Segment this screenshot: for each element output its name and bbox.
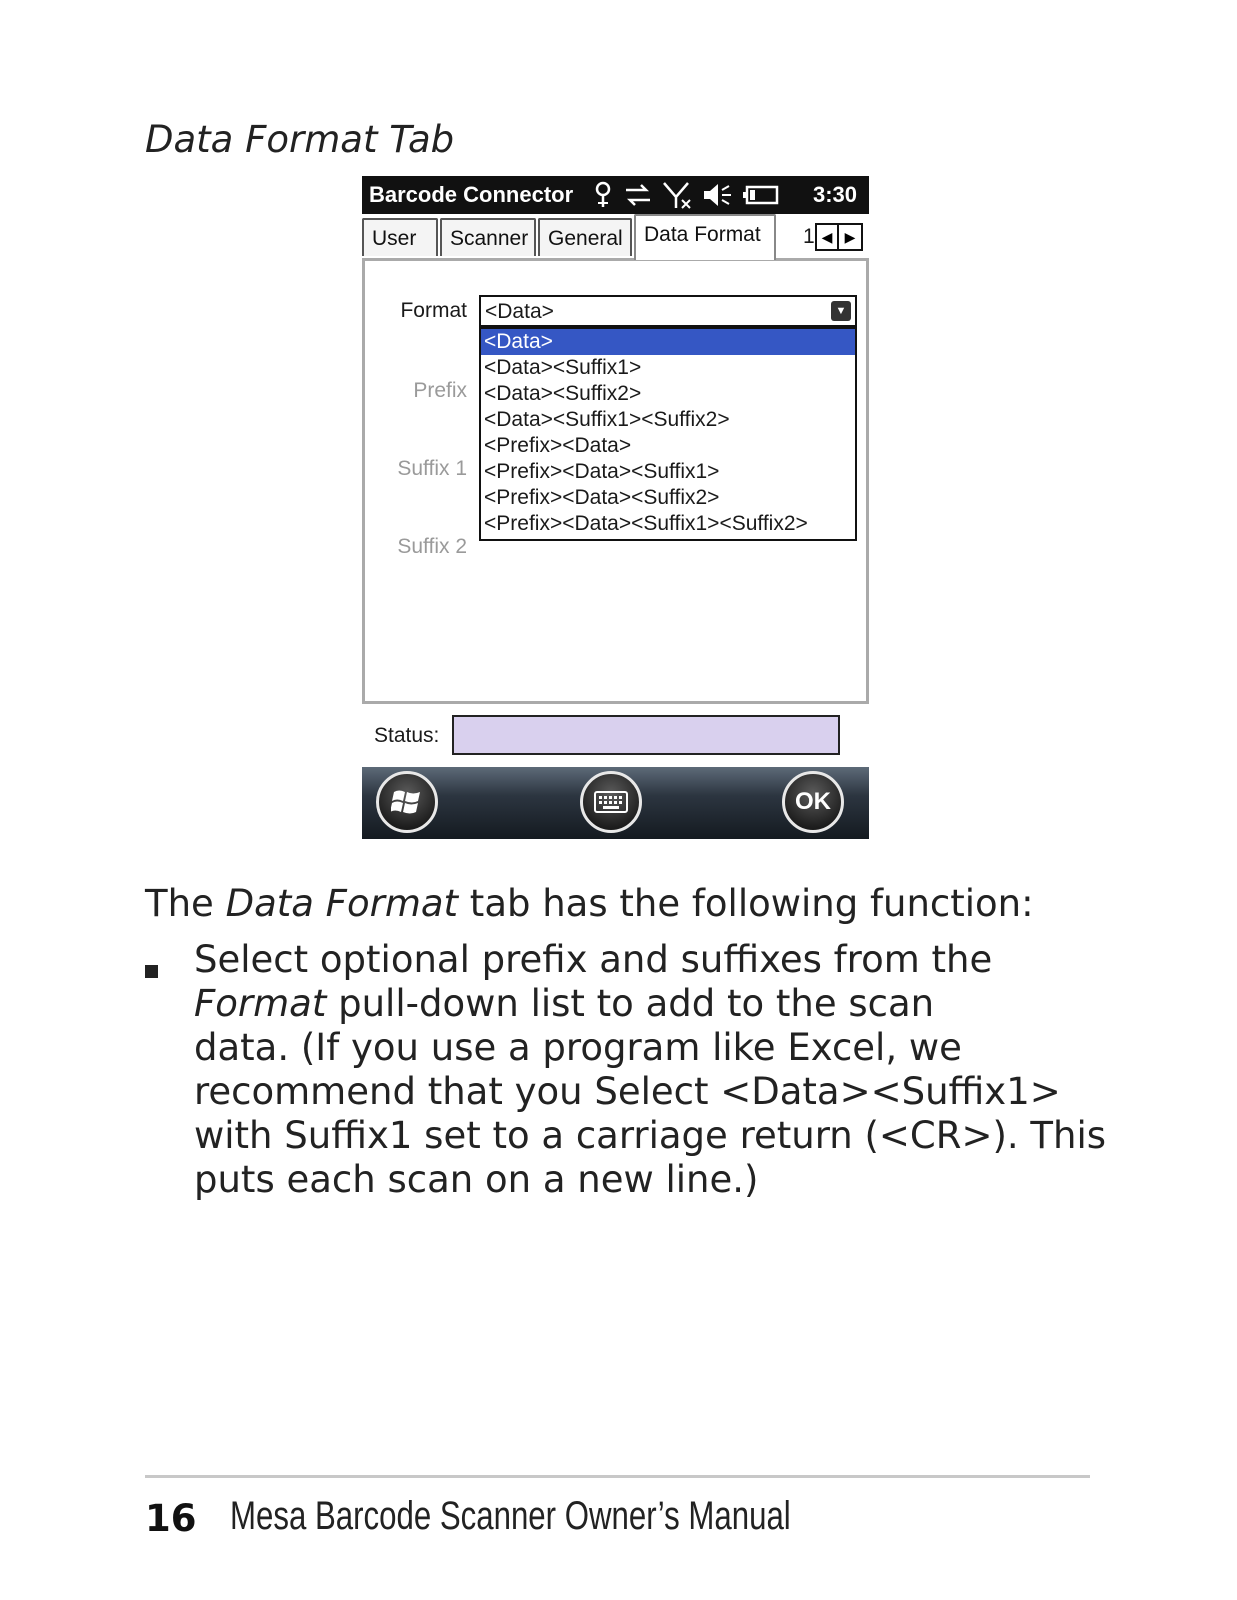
keyboard-icon	[594, 791, 628, 813]
tab-strip	[362, 214, 869, 260]
antenna-icon	[592, 181, 614, 209]
prefix-label: Prefix	[413, 379, 467, 402]
status-label: Status:	[374, 724, 440, 747]
format-option[interactable]: <Prefix><Data><Suffix2>	[484, 486, 720, 509]
format-option[interactable]: <Data><Suffix1><Suffix2>	[484, 408, 730, 431]
footer-rule	[145, 1475, 1090, 1478]
clock: 3:30	[812, 182, 857, 207]
tab-data-format[interactable]: Data Format	[634, 214, 776, 260]
format-select-value: <Data>	[485, 300, 554, 323]
format-option[interactable]: <Prefix><Data><Suffix1><Suffix2>	[484, 512, 808, 535]
chevron-down-icon[interactable]: ▼	[831, 301, 851, 321]
intro-sentence: The Data Format tab has the following function:	[145, 882, 1034, 925]
data-format-panel	[362, 258, 869, 704]
bullet-marker	[145, 965, 158, 978]
status-field	[452, 715, 840, 755]
suffix2-label: Suffix 2	[397, 535, 467, 558]
tab-scroll-controls	[803, 222, 865, 252]
section-title: Data Format Tab	[145, 118, 455, 161]
tab-general[interactable]: General	[538, 218, 632, 256]
tab-scanner[interactable]: Scanner	[440, 218, 536, 256]
format-option[interactable]: <Prefix><Data>	[484, 434, 632, 457]
format-select[interactable]	[479, 295, 857, 327]
no-signal-icon	[662, 180, 694, 210]
format-option[interactable]: <Data>	[481, 329, 855, 355]
tab-user[interactable]: User	[362, 218, 438, 256]
format-dropdown-list	[479, 327, 857, 541]
windows-start-icon	[391, 787, 423, 817]
start-button[interactable]	[376, 771, 438, 833]
suffix1-label: Suffix 1	[397, 457, 467, 480]
bullet-paragraph: Select optional prefix and suffixes from the Format pull-down list to add to the scan data. (If you use a program like Excel, we recommend that you Select <Data><Suffix1> with Suffix1 set to a carriage return (<CR>). This puts each scan on a new line.)	[194, 938, 1107, 1201]
tab-scroll-right-button[interactable]: ▶	[839, 223, 863, 251]
tab-scroll-left-button[interactable]: ◀	[815, 223, 839, 251]
soft-key-bar	[362, 767, 869, 839]
format-label: Format	[400, 299, 467, 322]
ok-button[interactable]: OK	[782, 771, 844, 833]
keyboard-button[interactable]	[580, 771, 642, 833]
battery-icon	[742, 184, 780, 206]
sync-icon	[622, 181, 654, 209]
tab-overflow-label: 1	[803, 225, 815, 248]
page-number: 16	[145, 1497, 197, 1540]
format-option[interactable]: <Prefix><Data><Suffix1>	[484, 460, 720, 483]
title-bar	[362, 176, 869, 214]
device-screenshot	[362, 176, 869, 852]
status-icons	[592, 180, 780, 210]
speaker-muted-icon	[702, 181, 734, 209]
format-option[interactable]: <Data><Suffix2>	[484, 382, 642, 405]
format-option[interactable]: <Data><Suffix1>	[484, 356, 642, 379]
footer-title: Mesa Barcode Scanner Owner’s Manual	[230, 1494, 791, 1538]
app-title: Barcode Connector	[369, 182, 574, 207]
